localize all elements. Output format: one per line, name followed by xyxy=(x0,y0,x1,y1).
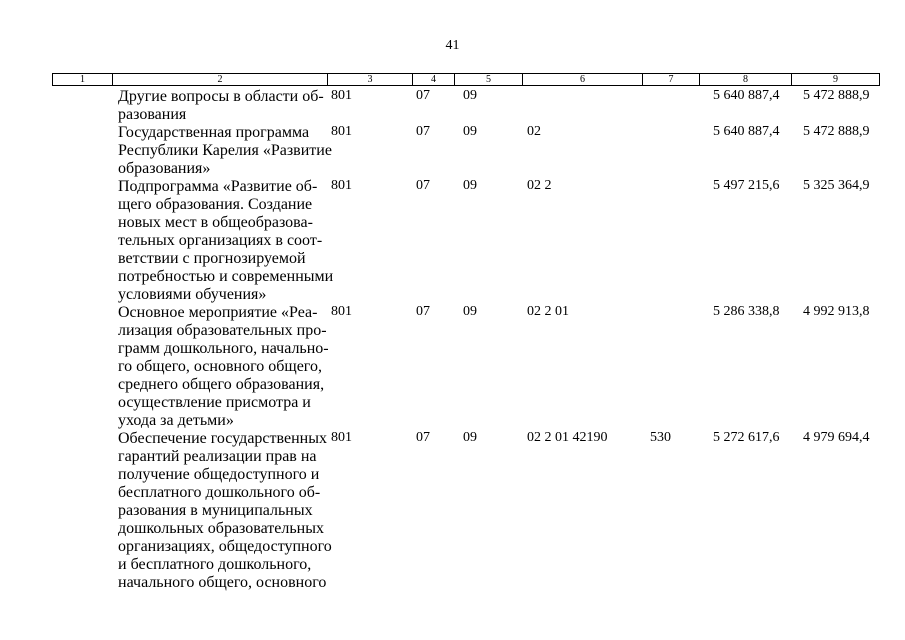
name-line: го общего, основного общего, xyxy=(118,358,322,375)
cell-subsection: 09 xyxy=(463,178,477,193)
column-header-8: 8 xyxy=(700,74,792,85)
cell-code: 801 xyxy=(331,124,352,139)
name-line: условиями обучения» xyxy=(118,286,267,303)
cell-amount-1: 5 640 887,4 xyxy=(713,88,780,103)
cell-amount-2: 4 979 694,4 xyxy=(803,430,870,445)
cell-section: 07 xyxy=(416,304,430,319)
column-header-9: 9 xyxy=(833,74,838,85)
cell-section: 07 xyxy=(416,430,430,445)
name-line: лизация образовательных про- xyxy=(118,322,327,339)
cell-name xyxy=(118,430,332,592)
name-line: образования» xyxy=(118,160,211,177)
column-header-4: 4 xyxy=(413,74,455,85)
cell-code: 801 xyxy=(331,178,352,193)
name-line: и бесплатного дошкольного, xyxy=(118,556,312,573)
cell-expense-type: 530 xyxy=(650,430,671,445)
cell-target-article: 02 2 01 42190 xyxy=(527,430,608,445)
cell-subsection: 09 xyxy=(463,304,477,319)
table-row xyxy=(0,430,905,592)
column-header-7: 7 xyxy=(643,74,700,85)
cell-code: 801 xyxy=(331,430,352,445)
column-header-6: 6 xyxy=(523,74,643,85)
cell-subsection: 09 xyxy=(463,430,477,445)
table-row xyxy=(0,124,905,178)
cell-name xyxy=(118,304,328,430)
name-line: среднего общего образования, xyxy=(118,376,325,393)
cell-name xyxy=(118,178,334,304)
name-line: новых мест в общеобразова- xyxy=(118,214,313,231)
table-row xyxy=(0,304,905,430)
name-line: гарантий реализации прав на xyxy=(118,448,317,465)
cell-amount-1: 5 272 617,6 xyxy=(713,430,780,445)
cell-amount-2: 5 472 888,9 xyxy=(803,124,870,139)
name-line: осуществление присмотра и xyxy=(118,394,311,411)
column-header-5: 5 xyxy=(455,74,523,85)
cell-subsection: 09 xyxy=(463,124,477,139)
cell-amount-2: 5 472 888,9 xyxy=(803,88,870,103)
name-line: Республики Карелия «Развитие xyxy=(118,142,332,159)
page-number: 41 xyxy=(445,38,460,53)
cell-amount-1: 5 286 338,8 xyxy=(713,304,780,319)
cell-section: 07 xyxy=(416,178,430,193)
name-line: разования xyxy=(118,106,187,123)
name-line: грамм дошкольного, начально- xyxy=(118,340,329,357)
name-line: щего образования. Создание xyxy=(118,196,313,213)
column-header-1: 1 xyxy=(53,74,113,85)
cell-target-article: 02 xyxy=(527,124,541,139)
cell-amount-1: 5 640 887,4 xyxy=(713,124,780,139)
name-line: разования в муниципальных xyxy=(118,502,313,519)
cell-name xyxy=(118,88,328,124)
name-line: получение общедоступного и xyxy=(118,466,320,483)
cell-amount-2: 5 325 364,9 xyxy=(803,178,870,193)
name-line: Другие вопросы в области об- xyxy=(118,88,324,105)
cell-name xyxy=(118,124,332,178)
column-header-2: 2 xyxy=(113,74,328,85)
cell-amount-1: 5 497 215,6 xyxy=(713,178,780,193)
cell-code: 801 xyxy=(331,304,352,319)
cell-section: 07 xyxy=(416,88,430,103)
table-row xyxy=(0,88,905,124)
cell-section: 07 xyxy=(416,124,430,139)
column-header-3: 3 xyxy=(328,74,413,85)
name-line: тельных организациях в соот- xyxy=(118,232,323,249)
name-line: ветствии с прогнозируемой xyxy=(118,250,306,267)
cell-code: 801 xyxy=(331,88,352,103)
name-line: организациях, общедоступного xyxy=(118,538,332,555)
name-line: ухода за детьми» xyxy=(118,412,234,429)
cell-subsection: 09 xyxy=(463,88,477,103)
name-line: Государственная программа xyxy=(118,124,310,141)
cell-target-article: 02 2 xyxy=(527,178,552,193)
name-line: дошкольных образовательных xyxy=(118,520,324,537)
table-row xyxy=(0,178,905,304)
cell-target-article: 02 2 01 xyxy=(527,304,569,319)
name-line: потребностью и современными xyxy=(118,268,334,285)
name-line: Обеспечение государственных xyxy=(118,430,327,447)
name-line: бесплатного дошкольного об- xyxy=(118,484,321,501)
cell-amount-2: 4 992 913,8 xyxy=(803,304,870,319)
name-line: Основное мероприятие «Реа- xyxy=(118,304,318,321)
table-body xyxy=(0,88,905,592)
name-line: начального общего, основного xyxy=(118,574,327,591)
name-line: Подпрограмма «Развитие об- xyxy=(118,178,318,195)
table-header xyxy=(52,73,880,86)
